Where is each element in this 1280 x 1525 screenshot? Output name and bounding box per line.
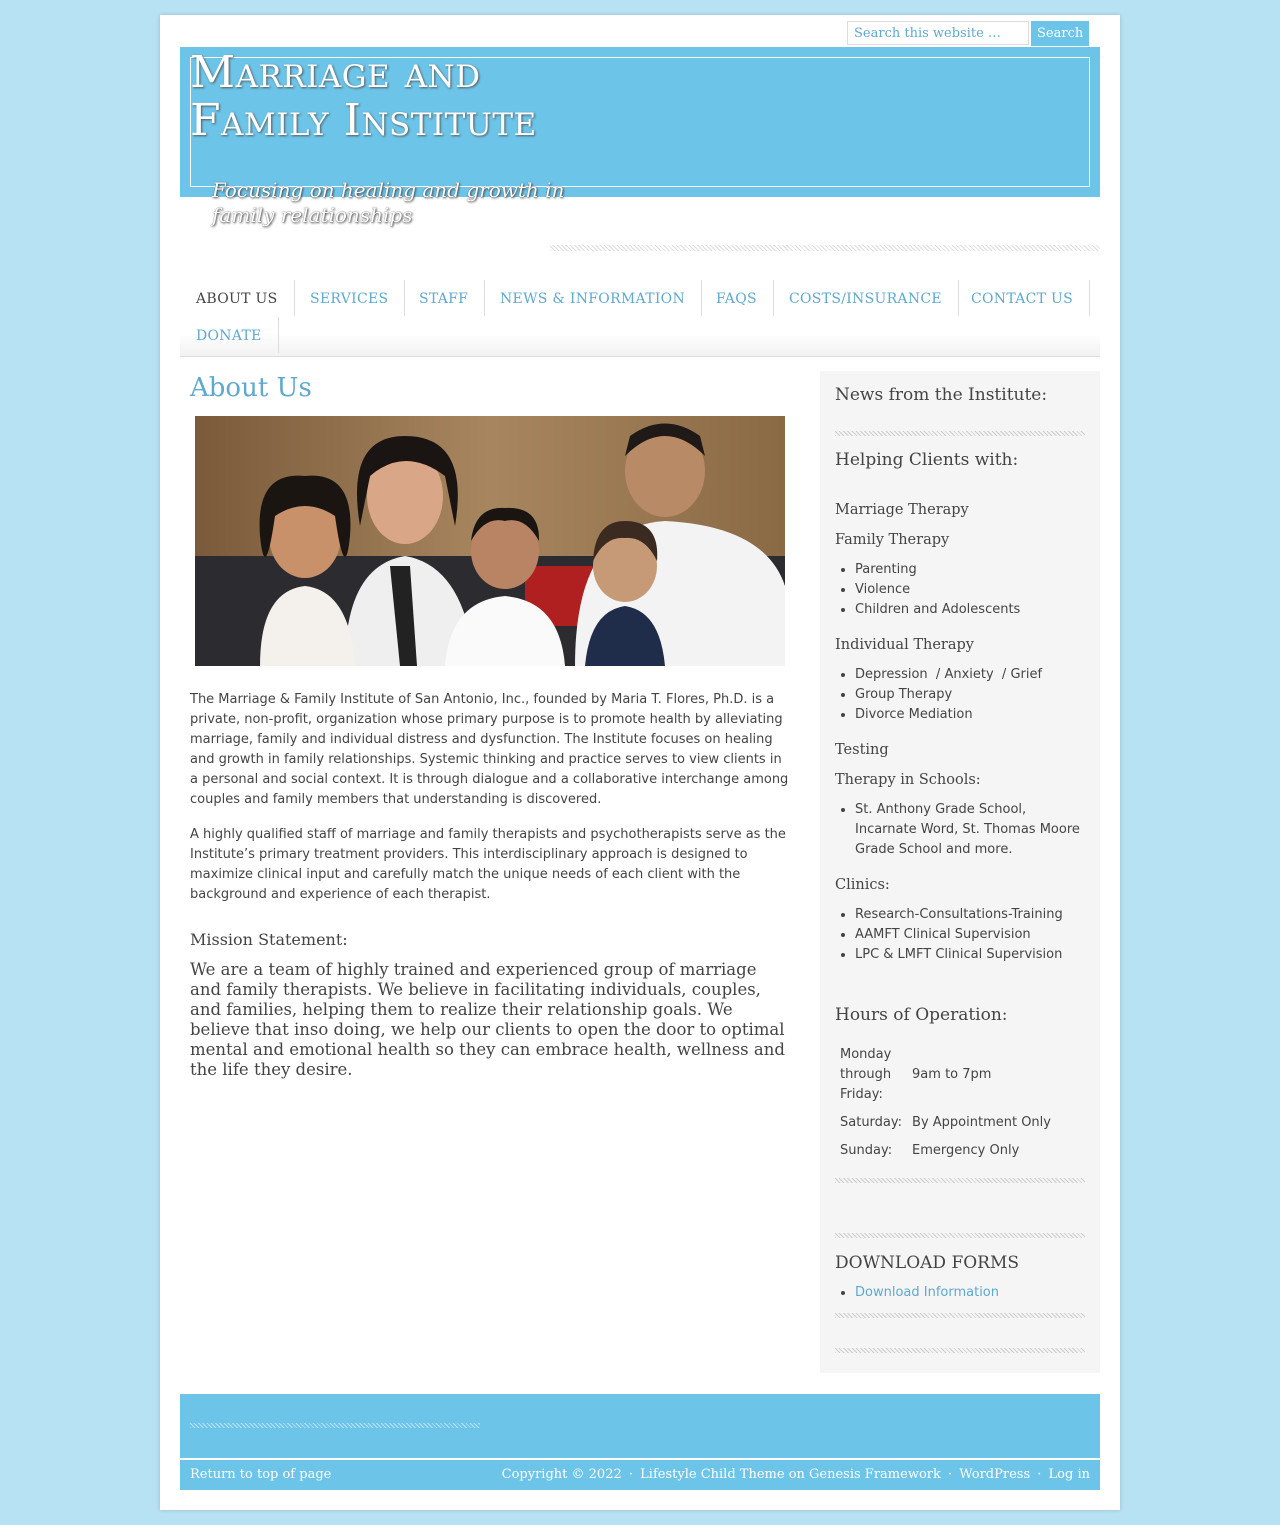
family-therapy-list — [855, 560, 1090, 620]
table-row — [835, 1109, 1056, 1137]
main-nav — [180, 280, 1100, 357]
site-footer — [180, 1459, 1100, 1490]
marriage-therapy-heading: Marriage Therapy — [835, 502, 969, 518]
on-text: on — [788, 1467, 805, 1482]
footer-widgets — [180, 1394, 1100, 1458]
list-item: • AAMFT Clinical Supervision — [855, 925, 1090, 945]
table-row — [835, 1137, 1056, 1165]
hours-heading: Hours of Operation: — [835, 1005, 1008, 1025]
login-link[interactable]: Log in — [1048, 1467, 1090, 1482]
mission-heading: Mission Statement: — [190, 930, 348, 949]
site-title-line2: Family Institute — [190, 95, 537, 146]
helping-heading: Helping Clients with: — [835, 450, 1019, 470]
news-heading: News from the Institute: — [835, 385, 1048, 405]
about-paragraph-2: A highly qualified staff of marriage and family therapists and psychotherapists serve as the Institute’s primary treatment providers. This interdisciplinary approach is designed to maximize clinical input and carefully match the unique needs of each client with the background and experience of each therapist. — [190, 827, 786, 902]
sidebar-divider — [835, 1313, 1085, 1318]
list-item: • Research-Consultations-Training — [855, 905, 1090, 925]
list-item: • Violence — [855, 580, 1090, 600]
sidebar-divider — [835, 1178, 1085, 1183]
list-item: • Group Therapy — [855, 685, 1090, 705]
list-item — [855, 1283, 1090, 1303]
hours-day: Sunday: — [840, 1143, 893, 1158]
page-title: About Us — [190, 373, 312, 403]
clinics-list — [855, 905, 1090, 965]
list-item: • LPC & LMFT Clinical Supervision — [855, 945, 1090, 965]
family-photo-image — [195, 416, 785, 666]
family-photo — [195, 416, 785, 666]
download-information-link[interactable]: Download Information — [855, 1285, 1000, 1300]
hours-time: Emergency Only — [912, 1143, 1020, 1158]
about-paragraph-1: The Marriage & Family Institute of San Antonio, Inc., founded by Maria T. Flores, Ph.D. is a private, non-profit, organization whose primary purpose is to promote health by alleviating marriage, family and individual distress and dysfunction. The Institute focuses on healing and growth in family relationships. Systemic thinking and practice serves to view clients in a personal and social context. It is through dialogue and a collaborative interchange among couples and family members that understanding is discovered. — [190, 692, 789, 807]
clinics-heading: Clinics: — [835, 877, 890, 893]
schools-heading: Therapy in Schools: — [835, 772, 981, 788]
hours-time: 9am to 7pm — [912, 1067, 992, 1082]
site-title-line1: Marriage and — [190, 47, 481, 98]
genesis-link[interactable]: Genesis Framework — [809, 1467, 941, 1482]
copyright-text: Copyright © 2022 — [501, 1467, 622, 1482]
list-item: • Children and Adolescents — [855, 600, 1090, 620]
hours-day: Saturday: — [840, 1115, 903, 1130]
download-forms-heading: DOWNLOAD FORMS — [835, 1253, 1020, 1273]
individual-therapy-heading: Individual Therapy — [835, 637, 974, 653]
mission-statement: We are a team of highly trained and experienced group of marriage and family therapists. We believe in facilitating individuals, couples, and families, helping them to realize their relationship goals. We believe that inso doing, we help our clients to open the door to optimal mental and emotional health so they can embrace health, wellness and the life they desire. — [190, 960, 785, 1079]
search-input[interactable] — [847, 21, 1029, 45]
nav-services[interactable]: SERVICES — [294, 280, 405, 316]
list-item: • St. Anthony Grade School, Incarnate Word, St. Thomas Moore Grade School and more. — [855, 800, 1090, 860]
sidebar-divider — [835, 1233, 1085, 1238]
sidebar — [820, 371, 1100, 1373]
nav-contact-us[interactable]: CONTACT US — [955, 280, 1090, 316]
table-row — [835, 1041, 1056, 1109]
nav-costs-insurance[interactable]: COSTS/INSURANCE — [773, 280, 959, 316]
page-container — [160, 15, 1120, 1510]
nav-news-information[interactable]: NEWS & INFORMATION — [484, 280, 702, 316]
separator: · — [628, 1467, 634, 1482]
hours-table — [835, 1041, 1056, 1165]
hours-day: Monday through Friday: — [840, 1047, 892, 1102]
nav-donate[interactable]: DONATE — [180, 317, 279, 353]
header-divider — [550, 245, 1100, 251]
sidebar-divider — [835, 431, 1085, 436]
list-item: • Parenting — [855, 560, 1090, 580]
site-title[interactable] — [190, 49, 537, 145]
nav-faqs[interactable]: FAQS — [700, 280, 774, 316]
theme-link[interactable]: Lifestyle Child Theme — [640, 1467, 785, 1482]
nav-staff[interactable]: STAFF — [403, 280, 485, 316]
download-forms-list — [855, 1283, 1090, 1303]
footer-divider — [190, 1423, 480, 1428]
footer-credits — [502, 1467, 1090, 1482]
nav-about-us[interactable]: ABOUT US — [180, 280, 295, 316]
sidebar-divider — [835, 1348, 1085, 1353]
list-item: • Depression / Anxiety / Grief — [855, 665, 1090, 685]
list-item: • Divorce Mediation — [855, 705, 1090, 725]
search-button[interactable]: Search — [1031, 21, 1089, 46]
testing-heading: Testing — [835, 742, 889, 758]
separator: · — [1037, 1467, 1042, 1482]
hours-time: By Appointment Only — [912, 1115, 1051, 1130]
separator: · — [948, 1467, 953, 1482]
schools-list — [855, 800, 1090, 860]
individual-therapy-list — [855, 665, 1090, 725]
site-tagline: Focusing on healing and growth in family relationships — [212, 178, 565, 227]
wordpress-link[interactable]: WordPress — [959, 1467, 1031, 1482]
family-therapy-heading: Family Therapy — [835, 532, 950, 548]
return-to-top-link[interactable]: Return to top of page — [190, 1467, 332, 1482]
